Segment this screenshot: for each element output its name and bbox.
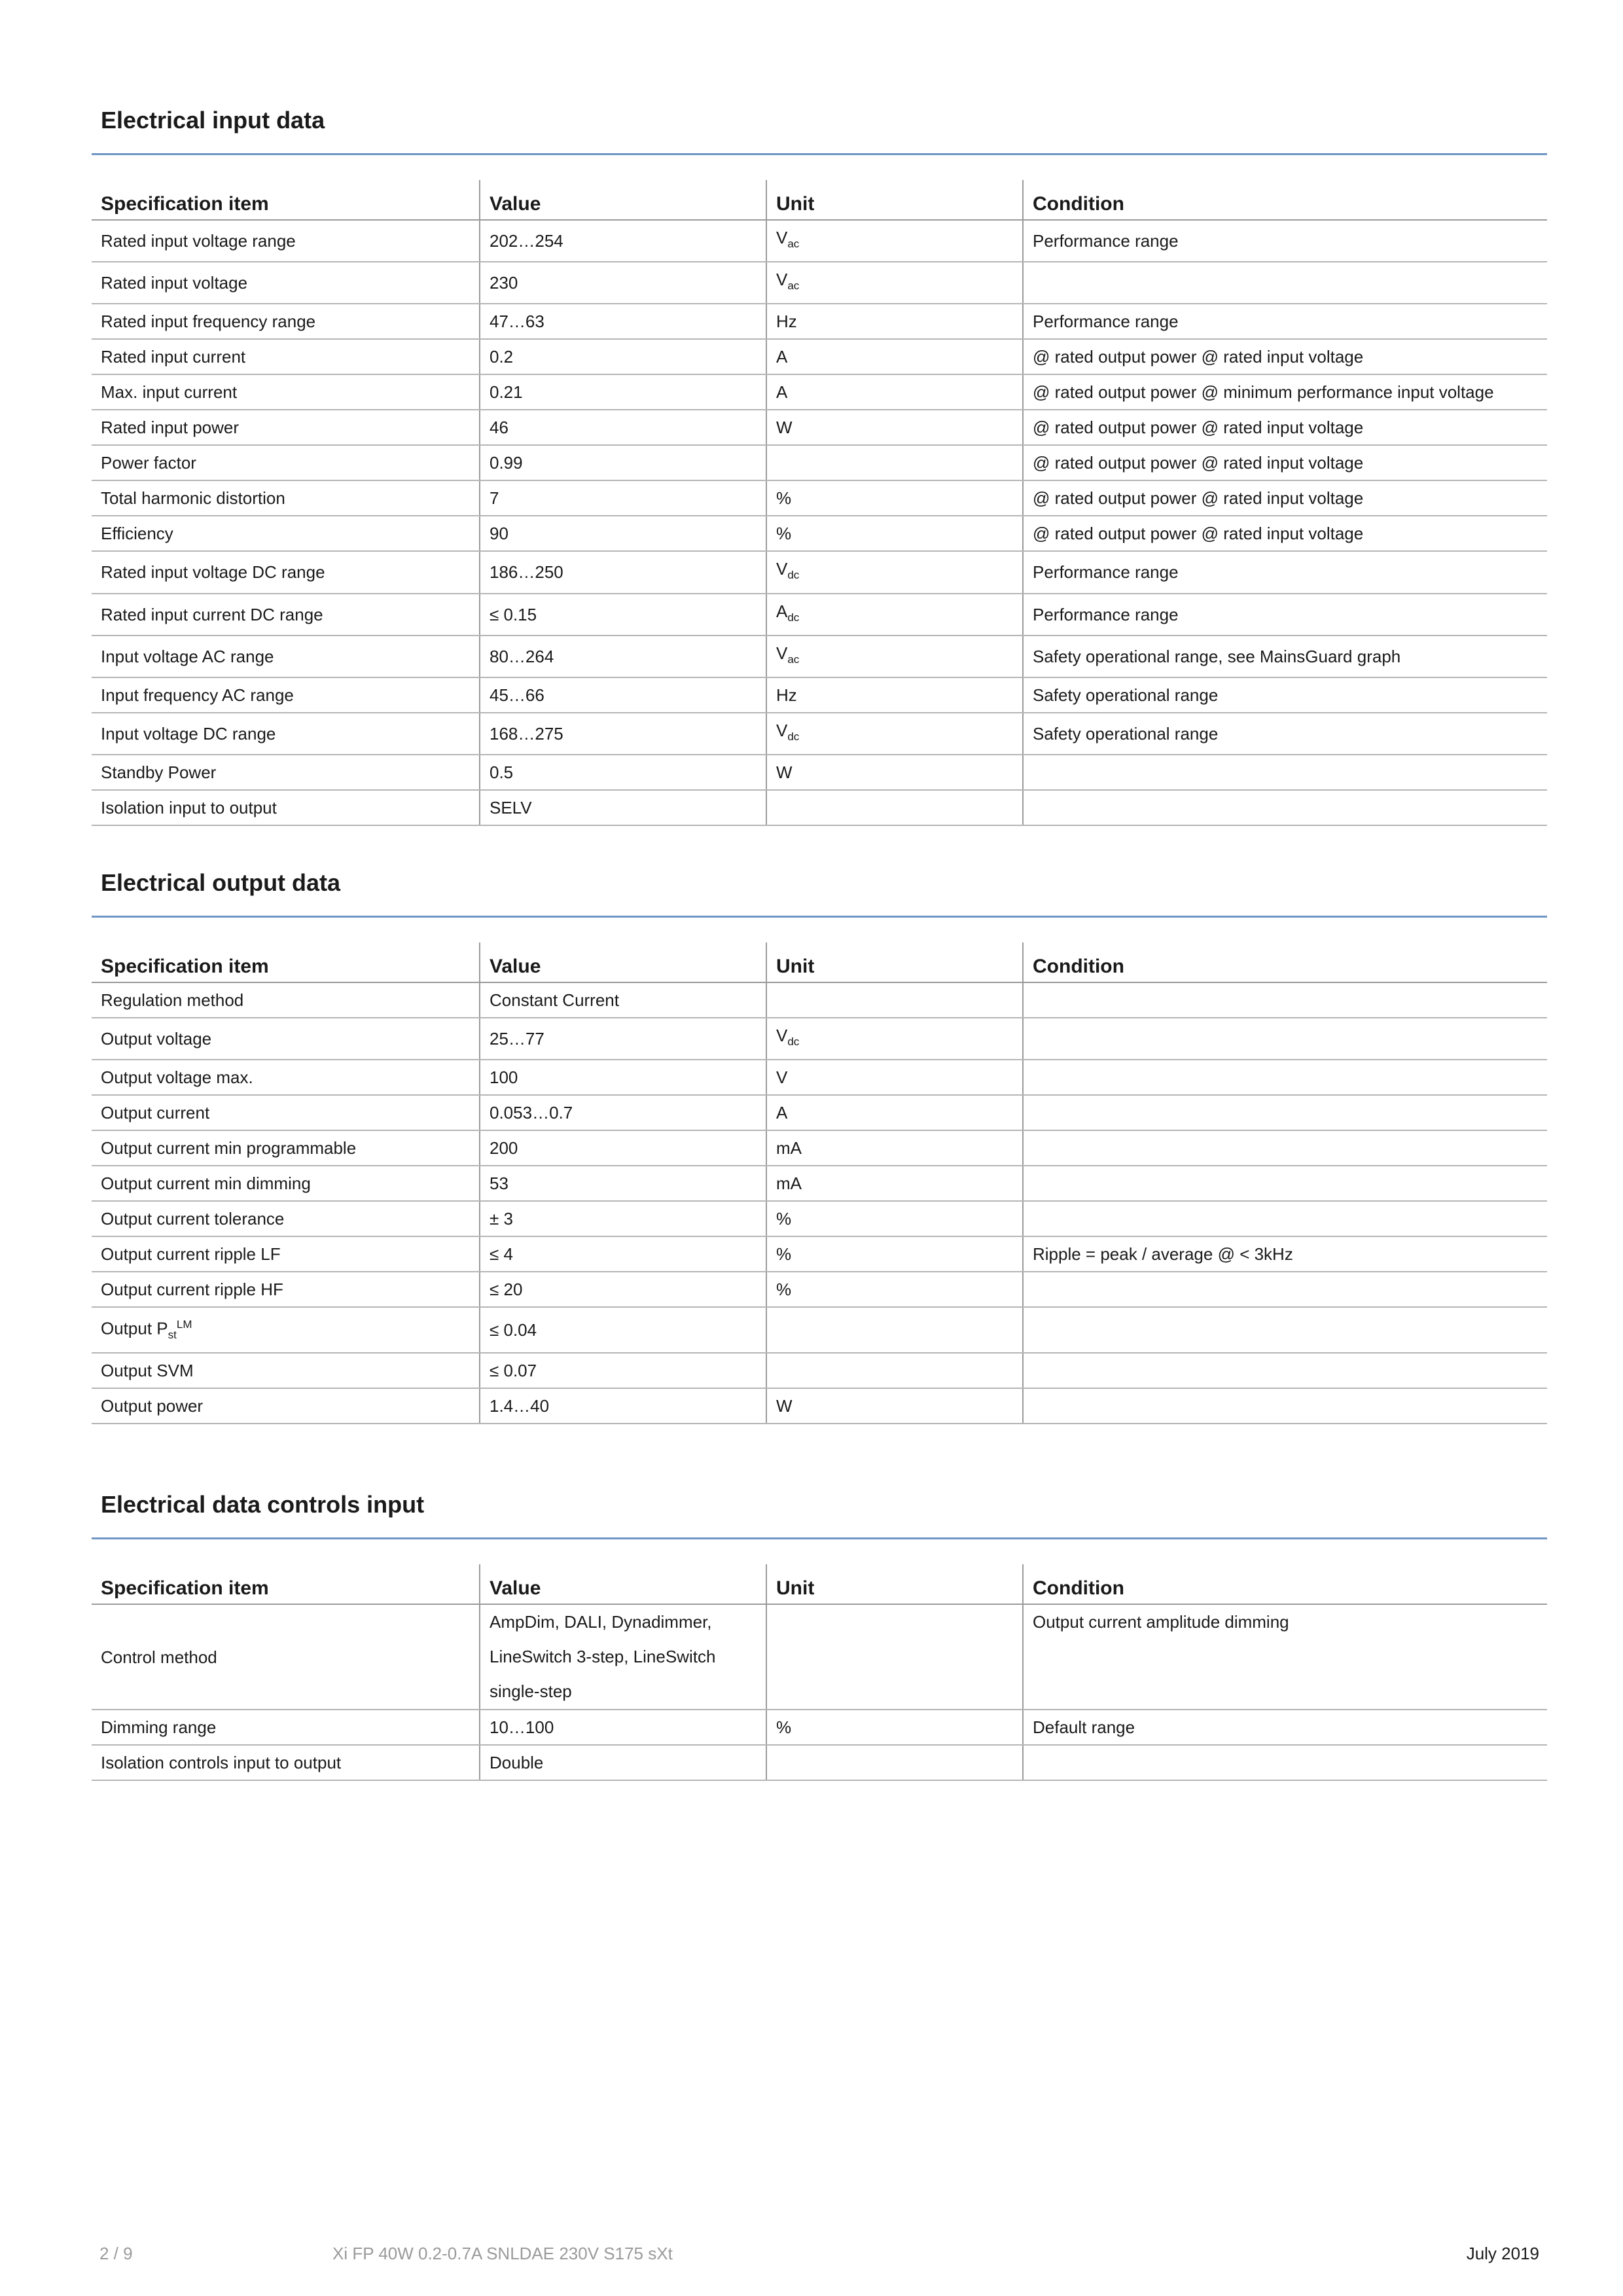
spec-item-text: Output P bbox=[101, 1318, 168, 1338]
cell-condition bbox=[1023, 1018, 1547, 1060]
table-row bbox=[92, 551, 1547, 593]
cell-condition: Performance range bbox=[1023, 551, 1547, 593]
spec-item-text: Rated input voltage bbox=[101, 273, 248, 293]
column-header-unit: Unit bbox=[766, 1564, 1023, 1604]
cell-value: Constant Current bbox=[480, 982, 766, 1018]
cell-value: ± 3 bbox=[480, 1201, 766, 1236]
spec-item-text: Total harmonic distortion bbox=[101, 488, 285, 509]
cell-value: 0.99 bbox=[480, 445, 766, 480]
cell-value: 7 bbox=[480, 480, 766, 516]
cell-value: 45…66 bbox=[480, 677, 766, 713]
unit-text: V bbox=[776, 1067, 788, 1088]
unit-text: Hz bbox=[776, 312, 797, 332]
table-row bbox=[92, 220, 1547, 262]
cell-spec-item bbox=[92, 304, 480, 339]
spec-item-text: Output voltage max. bbox=[101, 1067, 253, 1088]
cell-condition: @ rated output power @ rated input voltage bbox=[1023, 410, 1547, 445]
spec-item-text: Efficiency bbox=[101, 524, 173, 544]
cell-unit bbox=[766, 374, 1023, 410]
cell-condition bbox=[1023, 262, 1547, 304]
spec-item-text: Rated input power bbox=[101, 418, 240, 438]
table-row bbox=[92, 713, 1547, 755]
cell-spec-item bbox=[92, 1604, 480, 1710]
cell-value: 10…100 bbox=[480, 1710, 766, 1745]
cell-condition bbox=[1023, 1060, 1547, 1095]
cell-condition: @ rated output power @ rated input voltage bbox=[1023, 445, 1547, 480]
cell-unit bbox=[766, 339, 1023, 374]
cell-unit bbox=[766, 713, 1023, 755]
cell-value: Double bbox=[480, 1745, 766, 1780]
section-electrical-output bbox=[92, 869, 1547, 1424]
table-header-row bbox=[92, 180, 1547, 220]
spec-table bbox=[92, 942, 1547, 1424]
unit-text: V bbox=[776, 1026, 788, 1045]
table-row bbox=[92, 677, 1547, 713]
spec-table bbox=[92, 1564, 1547, 1781]
cell-condition bbox=[1023, 790, 1547, 825]
cell-spec-item bbox=[92, 516, 480, 551]
table-row bbox=[92, 1060, 1547, 1095]
cell-value: 0.21 bbox=[480, 374, 766, 410]
cell-condition: Performance range bbox=[1023, 594, 1547, 636]
cell-condition bbox=[1023, 1307, 1547, 1353]
column-header-condition: Condition bbox=[1023, 180, 1547, 220]
cell-value: AmpDim, DALI, Dynadimmer, LineSwitch 3-step, LineSwitch single-step bbox=[480, 1604, 766, 1710]
table-row bbox=[92, 982, 1547, 1018]
cell-value: 0.5 bbox=[480, 755, 766, 790]
cell-unit bbox=[766, 1201, 1023, 1236]
table-row bbox=[92, 1130, 1547, 1166]
cell-condition: Performance range bbox=[1023, 304, 1547, 339]
cell-spec-item bbox=[92, 339, 480, 374]
cell-value: 186…250 bbox=[480, 551, 766, 593]
cell-spec-item bbox=[92, 594, 480, 636]
cell-condition: Default range bbox=[1023, 1710, 1547, 1745]
column-header-value: Value bbox=[480, 180, 766, 220]
cell-spec-item bbox=[92, 1095, 480, 1130]
unit-text: W bbox=[776, 1396, 793, 1416]
table-header-row bbox=[92, 942, 1547, 982]
spec-item-text: Output voltage bbox=[101, 1029, 212, 1049]
table-row bbox=[92, 339, 1547, 374]
spec-item-text: Input voltage AC range bbox=[101, 646, 274, 666]
cell-spec-item bbox=[92, 262, 480, 304]
unit-text: % bbox=[776, 524, 792, 544]
table-row bbox=[92, 1236, 1547, 1272]
cell-value: 53 bbox=[480, 1166, 766, 1201]
cell-condition: Safety operational range bbox=[1023, 677, 1547, 713]
spec-item-text: Standby Power bbox=[101, 762, 217, 783]
cell-condition: Safety operational range, see MainsGuard graph bbox=[1023, 636, 1547, 677]
cell-spec-item bbox=[92, 410, 480, 445]
table-body bbox=[92, 1604, 1547, 1780]
column-header-unit: Unit bbox=[766, 180, 1023, 220]
cell-value: 168…275 bbox=[480, 713, 766, 755]
cell-value: 1.4…40 bbox=[480, 1388, 766, 1424]
table-row bbox=[92, 594, 1547, 636]
cell-unit bbox=[766, 1604, 1023, 1710]
cell-spec-item bbox=[92, 982, 480, 1018]
product-name: Xi FP 40W 0.2-0.7A SNLDAE 230V S175 sXt bbox=[332, 2244, 673, 2263]
unit-subscript: ac bbox=[787, 238, 800, 251]
cell-condition: Performance range bbox=[1023, 220, 1547, 262]
unit-text: V bbox=[776, 270, 788, 290]
column-header-condition: Condition bbox=[1023, 942, 1547, 982]
unit-text: A bbox=[776, 1103, 788, 1123]
spec-item-text: Max. input current bbox=[101, 382, 238, 403]
cell-value: 0.2 bbox=[480, 339, 766, 374]
unit-text: % bbox=[776, 1280, 792, 1300]
cell-unit bbox=[766, 262, 1023, 304]
cell-unit bbox=[766, 480, 1023, 516]
table-row bbox=[92, 445, 1547, 480]
cell-spec-item bbox=[92, 1060, 480, 1095]
cell-unit bbox=[766, 1710, 1023, 1745]
cell-value: 100 bbox=[480, 1060, 766, 1095]
page-number: 2 / 9 bbox=[99, 2244, 133, 2263]
cell-condition bbox=[1023, 1745, 1547, 1780]
cell-unit bbox=[766, 551, 1023, 593]
spec-item-text: Rated input current bbox=[101, 347, 246, 367]
cell-spec-item bbox=[92, 1201, 480, 1236]
cell-spec-item bbox=[92, 374, 480, 410]
table-row bbox=[92, 304, 1547, 339]
spec-item-text: Isolation input to output bbox=[101, 798, 277, 818]
cell-unit bbox=[766, 1745, 1023, 1780]
spec-item-text: Power factor bbox=[101, 453, 196, 473]
cell-value: 230 bbox=[480, 262, 766, 304]
cell-spec-item bbox=[92, 1307, 480, 1353]
cell-condition bbox=[1023, 1166, 1547, 1201]
cell-unit bbox=[766, 445, 1023, 480]
table-row bbox=[92, 516, 1547, 551]
unit-text: % bbox=[776, 1244, 792, 1265]
unit-text: A bbox=[776, 601, 788, 621]
cell-spec-item bbox=[92, 1745, 480, 1780]
cell-value: 80…264 bbox=[480, 636, 766, 677]
cell-unit bbox=[766, 1307, 1023, 1353]
table-row bbox=[92, 1604, 1547, 1710]
unit-text: % bbox=[776, 1717, 792, 1737]
column-header-item: Specification item bbox=[92, 1564, 480, 1604]
section-electrical-input bbox=[92, 106, 1547, 826]
cell-unit bbox=[766, 1353, 1023, 1388]
unit-text: W bbox=[776, 762, 793, 783]
cell-unit bbox=[766, 1060, 1023, 1095]
cell-spec-item bbox=[92, 1130, 480, 1166]
cell-value: 202…254 bbox=[480, 220, 766, 262]
spec-item-text: Output current min dimming bbox=[101, 1174, 311, 1194]
spec-item-superscript: LM bbox=[176, 1318, 192, 1331]
cell-spec-item bbox=[92, 1236, 480, 1272]
table-row bbox=[92, 636, 1547, 677]
spec-item-text: Input frequency AC range bbox=[101, 685, 294, 705]
cell-value: ≤ 0.07 bbox=[480, 1353, 766, 1388]
cell-unit bbox=[766, 1388, 1023, 1424]
unit-subscript: ac bbox=[787, 653, 800, 666]
spec-item-text: Isolation controls input to output bbox=[101, 1753, 342, 1772]
table-row bbox=[92, 374, 1547, 410]
cell-value: 90 bbox=[480, 516, 766, 551]
cell-condition bbox=[1023, 1388, 1547, 1424]
unit-subscript: ac bbox=[787, 279, 800, 293]
spec-item-text: Output power bbox=[101, 1396, 204, 1416]
cell-unit bbox=[766, 220, 1023, 262]
cell-value: ≤ 0.15 bbox=[480, 594, 766, 636]
table-body bbox=[92, 982, 1547, 1424]
unit-text: A bbox=[776, 382, 788, 403]
table-row bbox=[92, 755, 1547, 790]
unit-subscript: dc bbox=[787, 611, 800, 624]
cell-condition bbox=[1023, 982, 1547, 1018]
unit-text: % bbox=[776, 1209, 792, 1229]
unit-subscript: dc bbox=[787, 569, 800, 582]
table-body bbox=[92, 220, 1547, 825]
spec-item-text: Regulation method bbox=[101, 990, 244, 1010]
table-row bbox=[92, 1272, 1547, 1307]
table-row bbox=[92, 1166, 1547, 1201]
cell-condition bbox=[1023, 1272, 1547, 1307]
cell-spec-item bbox=[92, 1388, 480, 1424]
spec-item-text: Control method bbox=[101, 1647, 217, 1667]
cell-unit bbox=[766, 677, 1023, 713]
unit-text: mA bbox=[776, 1138, 802, 1158]
column-header-item: Specification item bbox=[92, 942, 480, 982]
cell-unit bbox=[766, 1236, 1023, 1272]
cell-unit bbox=[766, 1095, 1023, 1130]
cell-condition bbox=[1023, 1095, 1547, 1130]
column-header-value: Value bbox=[480, 942, 766, 982]
spec-item-text: Input voltage DC range bbox=[101, 724, 276, 744]
cell-value: SELV bbox=[480, 790, 766, 825]
cell-condition bbox=[1023, 1353, 1547, 1388]
table-row bbox=[92, 262, 1547, 304]
spec-item-text: Output current bbox=[101, 1103, 210, 1123]
spec-item-text: Output SVM bbox=[101, 1361, 194, 1381]
spec-item-text: Output current tolerance bbox=[101, 1209, 285, 1229]
unit-text: % bbox=[776, 488, 792, 509]
cell-unit bbox=[766, 1018, 1023, 1060]
section-controls-input bbox=[92, 1490, 1547, 1781]
unit-text: V bbox=[776, 228, 788, 247]
table-row bbox=[92, 480, 1547, 516]
cell-value: 25…77 bbox=[480, 1018, 766, 1060]
cell-condition bbox=[1023, 1201, 1547, 1236]
unit-text: mA bbox=[776, 1174, 802, 1194]
cell-value: ≤ 0.04 bbox=[480, 1307, 766, 1353]
column-header-unit: Unit bbox=[766, 942, 1023, 982]
section-title: Electrical data controls input bbox=[92, 1490, 1547, 1539]
cell-condition: @ rated output power @ rated input voltage bbox=[1023, 516, 1547, 551]
cell-unit bbox=[766, 410, 1023, 445]
cell-unit bbox=[766, 594, 1023, 636]
cell-condition: Ripple = peak / average @ < 3kHz bbox=[1023, 1236, 1547, 1272]
spec-item-text: Dimming range bbox=[101, 1717, 217, 1737]
table-row bbox=[92, 1095, 1547, 1130]
cell-condition bbox=[1023, 755, 1547, 790]
table-row bbox=[92, 410, 1547, 445]
section-title: Electrical input data bbox=[92, 106, 1547, 155]
cell-unit bbox=[766, 790, 1023, 825]
table-row bbox=[92, 1018, 1547, 1060]
column-header-value: Value bbox=[480, 1564, 766, 1604]
cell-spec-item bbox=[92, 1272, 480, 1307]
table-row bbox=[92, 1307, 1547, 1353]
unit-text: W bbox=[776, 418, 793, 438]
cell-unit bbox=[766, 1166, 1023, 1201]
cell-spec-item bbox=[92, 480, 480, 516]
cell-unit bbox=[766, 1272, 1023, 1307]
spec-item-text: Output current min programmable bbox=[101, 1138, 357, 1158]
cell-unit bbox=[766, 1130, 1023, 1166]
cell-spec-item bbox=[92, 220, 480, 262]
unit-text: V bbox=[776, 643, 788, 663]
cell-condition: @ rated output power @ minimum performance input voltage bbox=[1023, 374, 1547, 410]
cell-condition: Safety operational range bbox=[1023, 713, 1547, 755]
spec-item-text: Output current ripple HF bbox=[101, 1280, 283, 1300]
spec-item-text: Output current ripple LF bbox=[101, 1244, 281, 1265]
unit-text: A bbox=[776, 347, 788, 367]
column-header-item: Specification item bbox=[92, 180, 480, 220]
unit-text: Hz bbox=[776, 685, 797, 705]
spec-table bbox=[92, 180, 1547, 826]
table-row bbox=[92, 1745, 1547, 1780]
table-row bbox=[92, 1710, 1547, 1745]
cell-spec-item bbox=[92, 445, 480, 480]
cell-condition: Output current amplitude dimming bbox=[1023, 1604, 1547, 1710]
column-header-condition: Condition bbox=[1023, 1564, 1547, 1604]
section-title: Electrical output data bbox=[92, 869, 1547, 918]
cell-value: ≤ 20 bbox=[480, 1272, 766, 1307]
cell-value: ≤ 4 bbox=[480, 1236, 766, 1272]
cell-spec-item bbox=[92, 1018, 480, 1060]
cell-value: 46 bbox=[480, 410, 766, 445]
cell-spec-item bbox=[92, 1353, 480, 1388]
cell-spec-item bbox=[92, 1710, 480, 1745]
cell-unit bbox=[766, 636, 1023, 677]
cell-spec-item bbox=[92, 790, 480, 825]
cell-value: 200 bbox=[480, 1130, 766, 1166]
cell-value: 0.053…0.7 bbox=[480, 1095, 766, 1130]
unit-subscript: dc bbox=[787, 1035, 800, 1049]
cell-condition: @ rated output power @ rated input voltage bbox=[1023, 480, 1547, 516]
cell-unit bbox=[766, 304, 1023, 339]
unit-text: V bbox=[776, 720, 788, 740]
document-date: July 2019 bbox=[1466, 2244, 1539, 2263]
table-row bbox=[92, 790, 1547, 825]
cell-spec-item bbox=[92, 551, 480, 593]
cell-spec-item bbox=[92, 636, 480, 677]
table-row bbox=[92, 1353, 1547, 1388]
cell-condition bbox=[1023, 1130, 1547, 1166]
table-header-row bbox=[92, 1564, 1547, 1604]
cell-spec-item bbox=[92, 1166, 480, 1201]
spec-item-text: Rated input voltage range bbox=[101, 231, 296, 251]
table-row bbox=[92, 1388, 1547, 1424]
unit-subscript: dc bbox=[787, 730, 800, 744]
cell-value: 47…63 bbox=[480, 304, 766, 339]
spec-item-text: Rated input voltage DC range bbox=[101, 562, 325, 583]
spec-item-subscript: st bbox=[168, 1329, 177, 1342]
unit-text: V bbox=[776, 559, 788, 579]
cell-spec-item bbox=[92, 755, 480, 790]
cell-unit bbox=[766, 516, 1023, 551]
spec-item-text: Rated input frequency range bbox=[101, 312, 316, 332]
cell-unit bbox=[766, 755, 1023, 790]
cell-condition: @ rated output power @ rated input voltage bbox=[1023, 339, 1547, 374]
table-row bbox=[92, 1201, 1547, 1236]
spec-item-text: Rated input current DC range bbox=[101, 604, 323, 624]
cell-spec-item bbox=[92, 713, 480, 755]
cell-spec-item bbox=[92, 677, 480, 713]
cell-unit bbox=[766, 982, 1023, 1018]
